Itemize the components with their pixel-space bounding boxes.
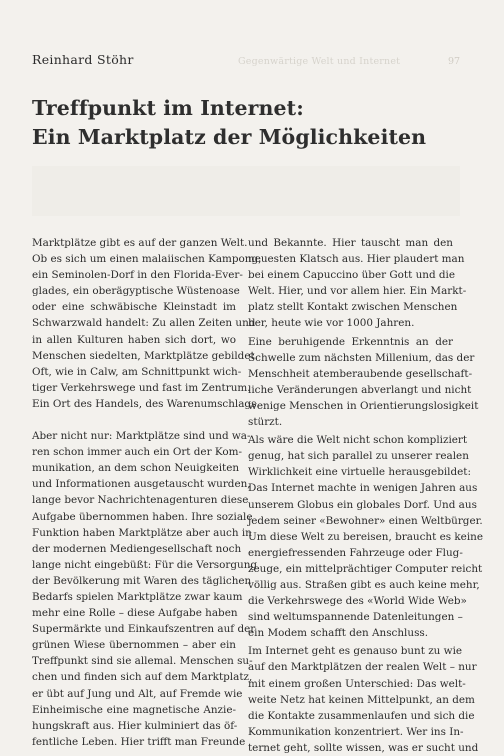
text-line: ein Seminolen-Dorf in den Florida-Ever- (32, 269, 243, 282)
text-line: fentliche Leben. Hier trifft man Freunde (32, 735, 246, 748)
title-background-band (32, 166, 460, 216)
text-line: her, heute wie vor 1000 Jahren. (248, 317, 415, 330)
text-line: tiger Verkehrswege und fast im Zentrum. (32, 381, 251, 394)
text-line: energiefressenden Fahrzeuge oder Flug- (248, 546, 463, 559)
text-line: Menschen siedelten, Marktplätze gebildet. (32, 349, 258, 362)
text-line: zeuge, ein mittelprächtiger Computer reicht (248, 562, 483, 575)
text-line: Eine beruhigende Erkenntnis an der (248, 335, 453, 348)
text-line: Aber nicht nur: Marktplätze sind und wa- (32, 430, 251, 443)
article-title (32, 94, 426, 152)
text-line: Welt. Hier, und vor allem hier. Ein Markt- (248, 285, 467, 298)
left-column (32, 235, 262, 750)
text-line: Aufgabe übernommen haben. Ihre soziale (32, 510, 253, 523)
text-line: und Bekannte. Hier tauscht man den (248, 237, 453, 249)
title-line-1: Treffpunkt im Internet: (32, 96, 304, 120)
text-line: Ein Ort des Handels, des Warenumschlags. (32, 397, 260, 410)
text-line: ternet geht, sollte wissen, was er sucht und (248, 741, 479, 754)
text-line: in allen Kulturen haben sich dort, wo (32, 333, 236, 346)
text-line: ren schon immer auch ein Ort der Kom- (32, 446, 242, 459)
text-line: oder eine schwäbische Kleinstadt im (32, 301, 236, 314)
text-line: mehr eine Rolle – diese Aufgabe haben (32, 607, 238, 620)
text-line: munikation, an dem schon Neuigkeiten (32, 462, 240, 475)
text-line: Schwarzwald handelt: Zu allen Zeiten und (32, 317, 256, 330)
text-line: Das Internet machte in wenigen Jahren aus (248, 482, 478, 495)
text-line: der modernen Mediengesellschaft noch (32, 542, 242, 555)
text-line: stürzt. (248, 416, 283, 429)
text-line: wenige Menschen in Orientierungslosigkeit (248, 399, 479, 412)
paragraph (248, 235, 467, 332)
text-line: lange bevor Nachrichtenagenturen diese (32, 494, 249, 507)
text-line: auf den Marktplätzen der realen Welt – nur (248, 661, 477, 674)
text-line: Schwelle zum nächsten Millenium, das der (248, 351, 475, 364)
text-line: platz stellt Kontakt zwischen Menschen (248, 301, 458, 314)
text-line: Im Internet geht es genauso bunt zu wie (248, 645, 463, 658)
text-line: die Kontakte zusammenlaufen und sich die (248, 709, 475, 722)
text-line: lange nicht eingebüßt: Für die Versorgung (32, 558, 258, 571)
text-line: Um diese Welt zu bereisen, braucht es keine (248, 530, 483, 543)
text-line: völlig aus. Straßen gibt es auch keine mehr, (248, 578, 480, 591)
text-line: chen und finden sich auf dem Marktplatz, (32, 671, 253, 684)
text-line: genug, hat sich parallel zu unserer realen (248, 450, 469, 463)
text-line: Als wäre die Welt nicht schon kompliziert (248, 434, 468, 447)
text-line: Funktion haben Marktplätze aber auch in (32, 526, 252, 539)
title-line-2: Ein Marktplatz der Möglichkeiten (32, 125, 427, 149)
text-line: Supermärkte und Einkaufszentren auf der (32, 623, 256, 636)
text-line: jedem seiner «Bewohner» einen Weltbürger. (248, 514, 483, 527)
text-line: sind weltumspannende Datenleitungen – (248, 611, 463, 624)
text-line: Oft, wie in Calw, am Schnittpunkt wich- (32, 365, 242, 378)
text-line: grünen Wiese übernommen – aber ein (32, 639, 236, 652)
text-line: die Verkehrswege des «World Wide Web» (248, 595, 467, 608)
text-line: Ob es sich um einen malaiischen Kampong, (32, 253, 262, 266)
text-line: neuesten Klatsch aus. Hier plaudert man (248, 253, 465, 266)
paragraph (248, 432, 483, 641)
paragraph (32, 428, 258, 750)
text-line: weite Netz hat keinen Mittelpunkt, an dem (248, 693, 475, 706)
paragraph (248, 334, 479, 431)
text-line: der Bevölkerung mit Waren des täglichen (32, 574, 252, 587)
text-line: Wirklichkeit eine virtuelle herausgebildet: (248, 466, 471, 479)
running-header: Gegenwärtige Welt und Internet (238, 56, 401, 67)
text-line: und Informationen ausgetauscht wurden, (32, 478, 251, 491)
text-line: Kommunikation konzentriert. Wer ins In- (248, 725, 464, 738)
text-line: glades, ein oberägyptische Wüstenoase (32, 285, 240, 298)
text-line: ein Modem schafft den Anschluss. (248, 627, 429, 640)
text-line: Menschheit atemberaubende gesellschaft- (248, 367, 473, 380)
text-line: Einheimische eine magnetische Anzie- (32, 703, 236, 716)
text-line: mit einem großen Unterschied: Das welt- (248, 677, 466, 690)
text-line: bei einem Capuccino über Gott und die (248, 269, 456, 282)
author-name: Reinhard Stöhr (32, 52, 134, 67)
text-line: er übt auf Jung und Alt, auf Fremde wie (32, 687, 243, 700)
text-line: hungskraft aus. Hier kulminiert das öf- (32, 719, 238, 732)
text-line: Treffpunkt sind sie allemal. Menschen su- (32, 655, 253, 668)
text-line: liche Veränderungen abverlangt und nicht (248, 383, 472, 396)
paragraph (32, 235, 262, 412)
text-line: Marktplätze gibt es auf der ganzen Welt. (32, 237, 248, 249)
text-line: unserem Globus ein globales Dorf. Und aus (248, 498, 477, 511)
right-column (248, 235, 483, 756)
page-number: 97 (448, 56, 461, 67)
text-line: Bedarfs spielen Marktplätze zwar kaum (32, 590, 243, 603)
paragraph (248, 643, 479, 756)
